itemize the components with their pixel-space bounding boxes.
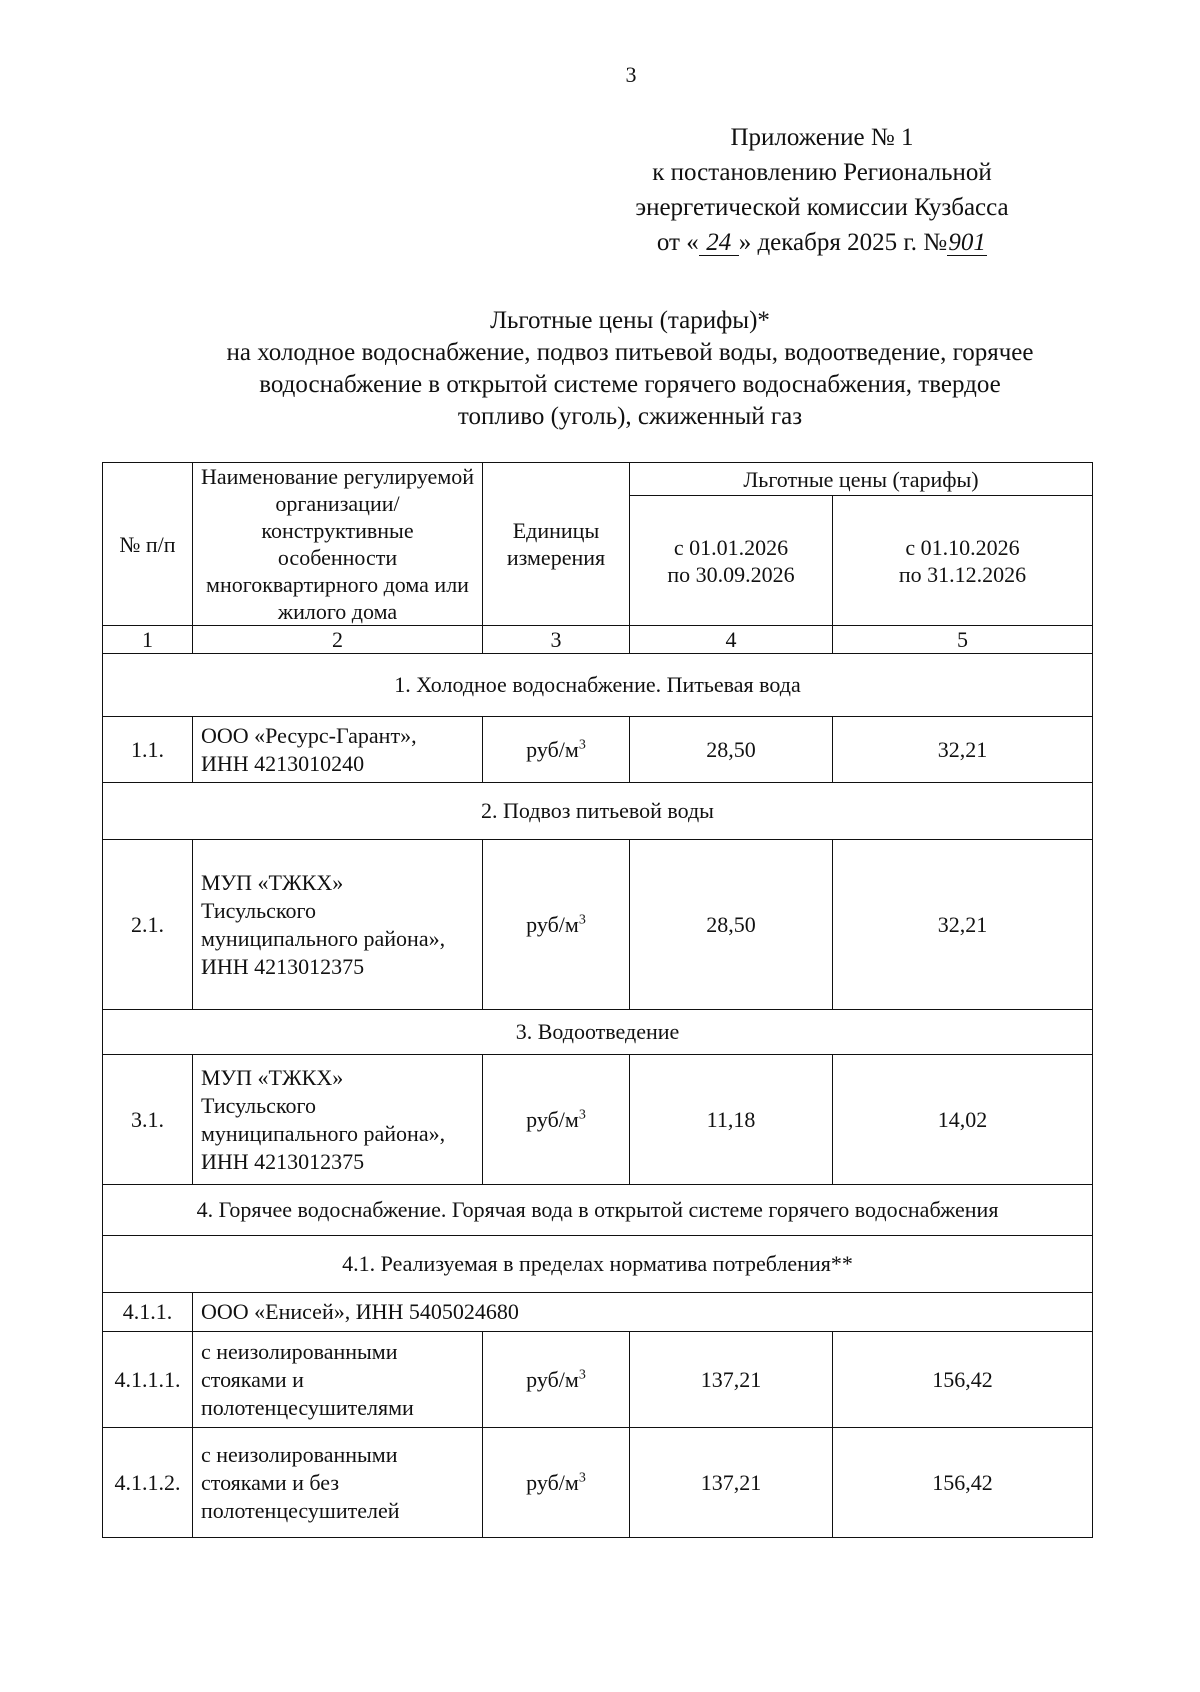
col-number: 1 [103, 626, 193, 654]
section-1-title: 1. Холодное водоснабжение. Питьевая вода [103, 654, 1093, 717]
section-row [103, 1010, 1093, 1055]
row-price-period-1: 28,50 [630, 717, 833, 783]
subsection-row [103, 1236, 1093, 1293]
section-row [103, 1185, 1093, 1236]
row-feature [193, 1332, 483, 1428]
col-number: 3 [483, 626, 630, 654]
title-line-2: на холодное водоснабжение, подвоз питьевой воды, водоотведение, горячее [226, 339, 1034, 366]
org-line: муниципального района», [201, 925, 446, 951]
section-2-title: 2. Подвоз питьевой воды [103, 783, 1093, 840]
row-unit [483, 1428, 630, 1538]
row-price-period-1: 11,18 [630, 1055, 833, 1185]
period-2-to: по 31.12.2026 [898, 561, 1027, 587]
org-line: ИНН 4213012375 [201, 1148, 365, 1174]
row-feature [193, 1428, 483, 1538]
unit-base: руб/м [526, 736, 579, 762]
table-row [103, 717, 1093, 783]
table-row [103, 840, 1093, 1010]
unit-exponent: 3 [578, 1367, 586, 1383]
unit-exponent: 3 [578, 1107, 586, 1123]
row-price-period-1: 137,21 [630, 1332, 833, 1428]
row-price-period-2: 156,42 [833, 1428, 1093, 1538]
feature-line: полотенцесушителей [201, 1497, 400, 1523]
section-row [103, 654, 1093, 717]
row-unit [483, 1055, 630, 1185]
section-3-title: 3. Водоотведение [103, 1010, 1093, 1055]
section-row [103, 783, 1093, 840]
feature-line: стояками и [201, 1366, 304, 1392]
table-row [103, 1293, 1093, 1332]
row-price-period-1: 28,50 [630, 840, 833, 1010]
title-line-3: водоснабжение в открытой системе горячего водоснабжения, твердое [259, 371, 1001, 398]
table-row [103, 1428, 1093, 1538]
row-org-name [193, 717, 483, 783]
org-line: Тисульского [201, 1092, 316, 1118]
org-line: ИНН 4213012375 [201, 953, 365, 979]
col-number: 2 [193, 626, 483, 654]
org-line: ИНН 4213010240 [201, 750, 365, 776]
section-4-title: 4. Горячее водоснабжение. Горячая вода в открытой системе горячего водоснабжения [103, 1185, 1093, 1236]
title-line-1: Льготные цены (тарифы)* [490, 307, 770, 334]
tariffs-table [102, 462, 1093, 1538]
appendix-line-2: к постановлению Региональной [652, 159, 992, 186]
row-price-period-2: 32,21 [833, 840, 1093, 1010]
header-name: Наименование регулируемой организации/ конструктивные особенности многоквартирного дома или жилого дома [193, 463, 483, 626]
page-number: 3 [625, 62, 637, 87]
row-num: 4.1.1. [103, 1293, 193, 1332]
period-2-from: с 01.10.2026 [905, 534, 1020, 560]
unit-base: руб/м [526, 1469, 579, 1495]
row-org-name [193, 1055, 483, 1185]
row-price-period-2: 32,21 [833, 717, 1093, 783]
org-line: Тисульского [201, 897, 316, 923]
appendix-line-1: Приложение № 1 [730, 124, 914, 151]
org-line: МУП «ТЖКХ» [201, 1064, 344, 1090]
section-4-1-title: 4.1. Реализуемая в пределах норматива потребления** [103, 1236, 1093, 1293]
header-period-1 [630, 496, 833, 626]
appendix-date-line [562, 225, 1082, 260]
doc-number-handwritten: 901 [948, 229, 986, 256]
appendix-line-3: энергетической комиссии Кузбасса [635, 194, 1009, 221]
table-row [103, 1055, 1093, 1185]
row-org-name: ООО «Енисей», ИНН 5405024680 [193, 1293, 1093, 1332]
date-day-handwritten: 24 [699, 231, 739, 256]
row-num: 3.1. [103, 1055, 193, 1185]
row-num: 2.1. [103, 840, 193, 1010]
appendix-header [562, 120, 1082, 260]
header-prices: Льготные цены (тарифы) [630, 463, 1093, 496]
unit-exponent: 3 [578, 912, 586, 928]
row-unit [483, 840, 630, 1010]
header-num: № п/п [103, 463, 193, 626]
feature-line: стояками и без [201, 1469, 340, 1495]
row-price-period-2: 14,02 [833, 1055, 1093, 1185]
col-number: 5 [833, 626, 1093, 654]
row-price-period-2: 156,42 [833, 1332, 1093, 1428]
period-1-from: с 01.01.2026 [673, 534, 789, 560]
header-period-2 [833, 496, 1093, 626]
unit-exponent: 3 [578, 1470, 586, 1486]
feature-line: с неизолированными [201, 1338, 398, 1364]
unit-base: руб/м [526, 1366, 579, 1392]
row-price-period-1: 137,21 [630, 1428, 833, 1538]
feature-line: с неизолированными [201, 1441, 398, 1467]
date-middle: » декабря 2025 г. № [738, 229, 948, 256]
document-title [150, 305, 1110, 433]
org-line: МУП «ТЖКХ» [201, 869, 344, 895]
row-unit [483, 717, 630, 783]
org-line: муниципального района», [201, 1120, 446, 1146]
org-line: ООО «Ресурс-Гарант», [201, 722, 417, 748]
column-numbers-row [103, 626, 1093, 654]
unit-base: руб/м [526, 1106, 579, 1132]
col-number: 4 [630, 626, 833, 654]
date-prefix: от « [656, 229, 699, 256]
row-num: 1.1. [103, 717, 193, 783]
row-num: 4.1.1.2. [103, 1428, 193, 1538]
row-unit [483, 1332, 630, 1428]
row-org-name [193, 840, 483, 1010]
unit-exponent: 3 [578, 737, 586, 753]
unit-base: руб/м [526, 911, 579, 937]
header-unit: Единицы измерения [483, 463, 630, 626]
header-row [103, 463, 1093, 496]
period-1-to: по 30.09.2026 [667, 561, 795, 587]
feature-line: полотенцесушителями [201, 1394, 414, 1420]
table-row [103, 1332, 1093, 1428]
row-num: 4.1.1.1. [103, 1332, 193, 1428]
title-line-4: топливо (уголь), сжиженный газ [457, 403, 803, 430]
